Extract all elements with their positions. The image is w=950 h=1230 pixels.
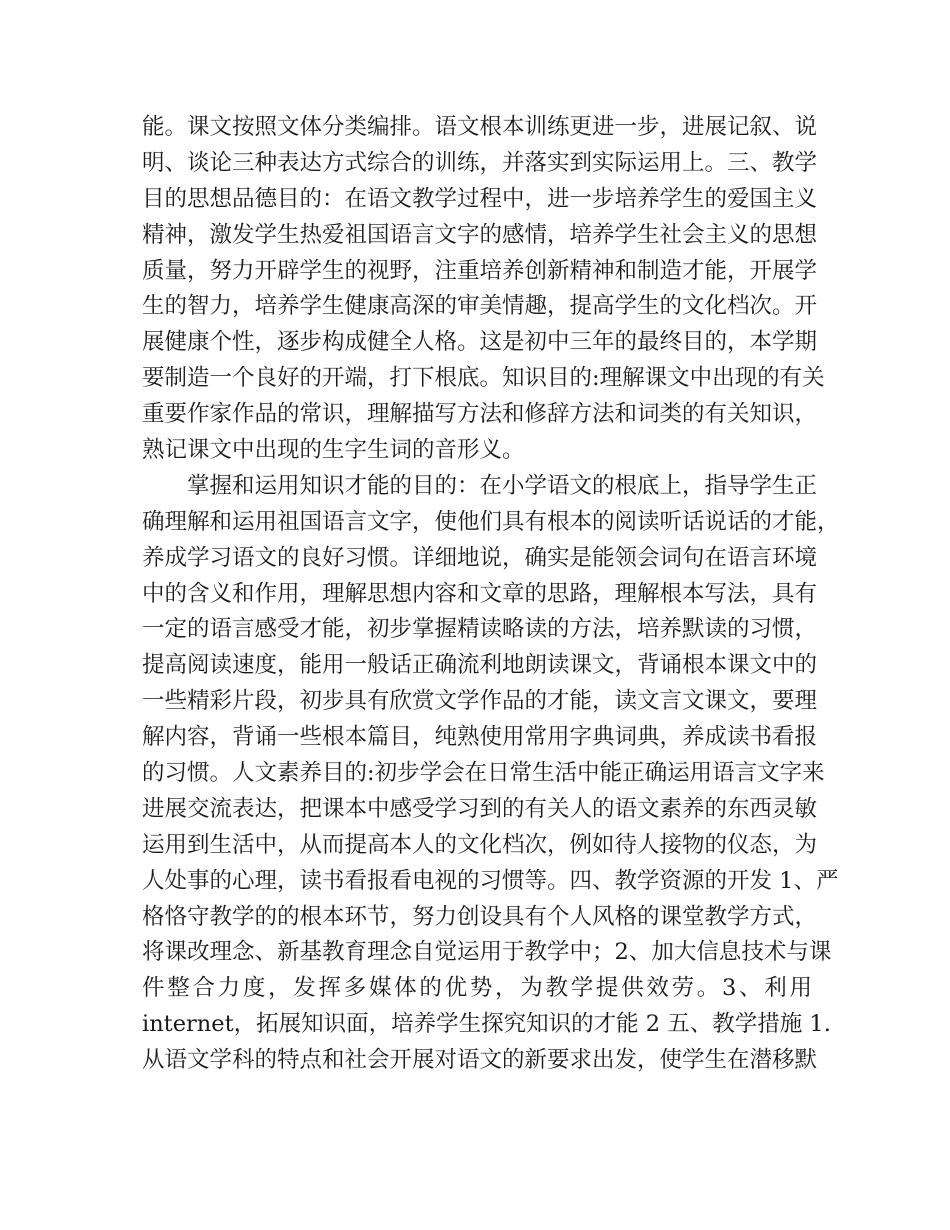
text-line: 格恪守教学的的根本环节，努力创设具有个人风格的课堂教学方式， (142, 903, 818, 930)
text-line: 生的智力，培养学生健康高深的审美情趣，提高学生的文化档次。开 (142, 293, 818, 320)
text-line: 解内容，背诵一些根本篇目，纯熟使用常用字典词典，养成读书看报 (142, 724, 818, 751)
text-line: 的习惯。人文素养目的:初步学会在日常生活中能正确运用语言文字来 (142, 760, 825, 787)
text-line: 进展交流表达，把课本中感受学习到的有关人的语文素养的东西灵敏 (142, 795, 818, 822)
text-line: 目的思想品德目的：在语文教学过程中，进一步培养学生的爱国主义 (142, 185, 818, 212)
text-line: 中的含义和作用，理解思想内容和文章的思路，理解根本写法，具有 (142, 580, 818, 607)
paragraph-1 (142, 110, 825, 469)
text-line: 养成学习语文的良好习惯。详细地说，确实是能领会词句在语言环境 (142, 544, 818, 571)
paragraph-2 (142, 469, 840, 1079)
text-line: 确理解和运用祖国语言文字，使他们具有根本的阅读听话说话的才能， (142, 508, 840, 535)
text-line: 明、谈论三种表达方式综合的训练，并落实到实际运用上。三、教学 (142, 149, 818, 176)
text-line: 掌握和运用知识才能的目的：在小学语文的根底上，指导学生正 (187, 472, 818, 499)
text-line: 将课改理念、新基教育理念自觉运用于教学中；2、加大信息技术与课 (142, 939, 832, 966)
text-line: internet，拓展知识面，培养学生探究知识的才能 2 五、教学措施 1. (142, 1011, 831, 1038)
text-line: 人处事的心理，读书看报看电视的习惯等。四、教学资源的开发 1、严 (142, 867, 839, 894)
text-line: 熟记课文中出现的生字生词的音形义。 (142, 437, 525, 464)
text-line: 提高阅读速度，能用一般话正确流利地朗读课文，背诵根本课文中的 (142, 652, 818, 679)
text-line: 展健康个性，逐步构成健全人格。这是初中三年的最终目的，本学期 (142, 329, 818, 356)
text-line: 一些精彩片段，初步具有欣赏文学作品的才能，读文言文课文，要理 (142, 688, 818, 715)
text-line: 件整合力度，发挥多媒体的优势，为教学提供效劳。3、利用 (142, 975, 812, 1002)
text-line: 运用到生活中，从而提高本人的文化档次，例如待人接物的仪态，为 (142, 831, 818, 858)
text-line: 精神，激发学生热爱祖国语言文字的感情，培养学生社会主义的思想 (142, 221, 818, 248)
text-line: 从语文学科的特点和社会开展对语文的新要求出发，使学生在潜移默 (142, 1047, 818, 1074)
text-line: 质量，努力开辟学生的视野，注重培养创新精神和制造才能，开展学 (142, 257, 818, 284)
text-line: 一定的语言感受才能，初步掌握精读略读的方法，培养默读的习惯， (142, 616, 818, 643)
text-line: 要制造一个良好的开端，打下根底。知识目的:理解课文中出现的有关 (142, 365, 825, 392)
text-line: 能。课文按照文体分类编排。语文根本训练更进一步，进展记叙、说 (142, 114, 818, 140)
document-page (142, 110, 840, 1079)
text-line: 重要作家作品的常识，理解描写方法和修辞方法和词类的有关知识， (142, 401, 818, 428)
